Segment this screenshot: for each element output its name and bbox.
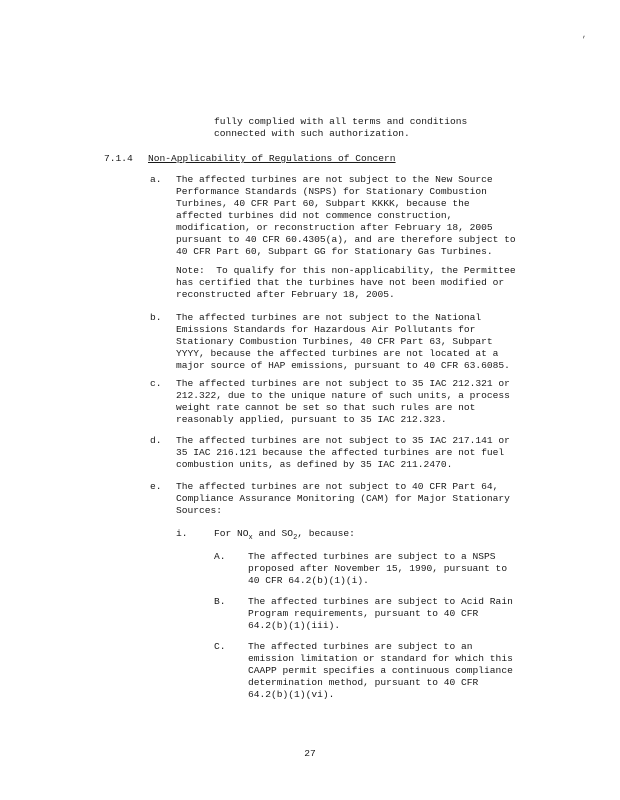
text-line: determination method, pursuant to 40 CFR — [248, 677, 479, 688]
text-line: reasonably applied, pursuant to 35 IAC 212.323. — [176, 414, 447, 425]
item-a-note — [176, 265, 516, 301]
text-part: and SO — [252, 528, 294, 539]
item-b-label: b. — [150, 312, 162, 323]
subscript: 2 — [293, 533, 298, 542]
item-A-text — [248, 551, 507, 587]
note-line: Note: To qualify for this non-applicability, the Permittee — [176, 265, 516, 276]
text-line: The affected turbines are subject to an — [248, 641, 473, 652]
text-line: YYYY, because the affected turbines are not located at a — [176, 348, 499, 359]
text-line: The affected turbines are not subject to 40 CFR Part 64, — [176, 481, 499, 492]
text-line: emission limitation or standard for which this — [248, 653, 513, 664]
text-line: 64.2(b)(1)(iii). — [248, 620, 341, 631]
intro-line: fully complied with all terms and conditions — [214, 116, 468, 127]
item-C-text — [248, 641, 513, 701]
item-a-text — [176, 174, 516, 258]
intro-line: connected with such authorization. — [214, 128, 410, 139]
text-line: CAAPP permit specifies a continuous compliance — [248, 665, 513, 676]
text-line: The affected turbines are not subject to 35 IAC 217.141 or — [176, 435, 510, 446]
text-line: The affected turbines are subject to a NSPS — [248, 551, 496, 562]
item-C-label: C. — [214, 641, 226, 652]
text-line: proposed after November 15, 1990, pursuant to — [248, 563, 508, 574]
corner-mark: , — [582, 31, 587, 40]
text-line: modification, or reconstruction after February 18, 2005 — [176, 222, 493, 233]
text-line: Emissions Standards for Hazardous Air Pollutants for — [176, 324, 476, 335]
note-line: has certified that the turbines have not been modified or — [176, 277, 505, 288]
text-line: The affected turbines are not subject to the New Source — [176, 174, 493, 185]
text-line: The affected turbines are subject to Acid Rain — [248, 596, 513, 607]
text-line: The affected turbines are not subject to the National — [176, 312, 482, 323]
text-line: Program requirements, pursuant to 40 CFR — [248, 608, 479, 619]
section-title: Non-Applicability of Regulations of Concern — [148, 153, 396, 164]
page-number: 27 — [304, 748, 316, 759]
item-b-text — [176, 312, 510, 372]
item-d-label: d. — [150, 435, 162, 446]
text-line: Stationary Combustion Turbines, 40 CFR Part 63, Subpart — [176, 336, 493, 347]
item-e-label: e. — [150, 481, 162, 492]
text-line: 40 CFR Part 60, Subpart GG for Stationary Gas Turbines. — [176, 246, 493, 257]
text-line: 212.322, due to the unique nature of such units, a process — [176, 390, 510, 401]
text-line: Performance Standards (NSPS) for Stationary Combustion — [176, 186, 487, 197]
item-B-text — [248, 596, 513, 632]
item-a-label: a. — [150, 174, 162, 185]
text-part: For NO — [214, 528, 249, 539]
text-line: 40 CFR 64.2(b)(1)(i). — [248, 575, 369, 586]
text-line: Sources: — [176, 505, 223, 516]
subscript: x — [248, 533, 253, 542]
text-line: affected turbines did not commence construction, — [176, 210, 453, 221]
item-c-label: c. — [150, 378, 162, 389]
text-line: weight rate cannot be set so that such rules are not — [176, 402, 476, 413]
text-part: , because: — [297, 528, 355, 539]
text-line: 35 IAC 216.121 because the affected turbines are not fuel — [176, 447, 505, 458]
text-line: pursuant to 40 CFR 60.4305(a), and are therefore subject to — [176, 234, 516, 245]
item-c-text — [176, 378, 510, 426]
item-e-i-label: i. — [176, 528, 188, 539]
item-d-text — [176, 435, 510, 471]
text-line: combustion units, as defined by 35 IAC 211.2470. — [176, 459, 453, 470]
item-A-label: A. — [214, 551, 226, 562]
intro-continuation — [214, 116, 467, 140]
text-line: major source of HAP emissions, pursuant to 40 CFR 63.6085. — [176, 360, 510, 371]
note-line: reconstructed after February 18, 2005. — [176, 289, 395, 300]
text-line: 64.2(b)(1)(vi). — [248, 689, 335, 700]
text-line: Turbines, 40 CFR Part 60, Subpart KKKK, because the — [176, 198, 470, 209]
item-e-i-text — [214, 528, 355, 544]
text-line: The affected turbines are not subject to 35 IAC 212.321 or — [176, 378, 510, 389]
item-e-text — [176, 481, 510, 517]
section-number: 7.1.4 — [104, 153, 133, 164]
item-B-label: B. — [214, 596, 226, 607]
text-line: Compliance Assurance Monitoring (CAM) for Major Stationary — [176, 493, 510, 504]
